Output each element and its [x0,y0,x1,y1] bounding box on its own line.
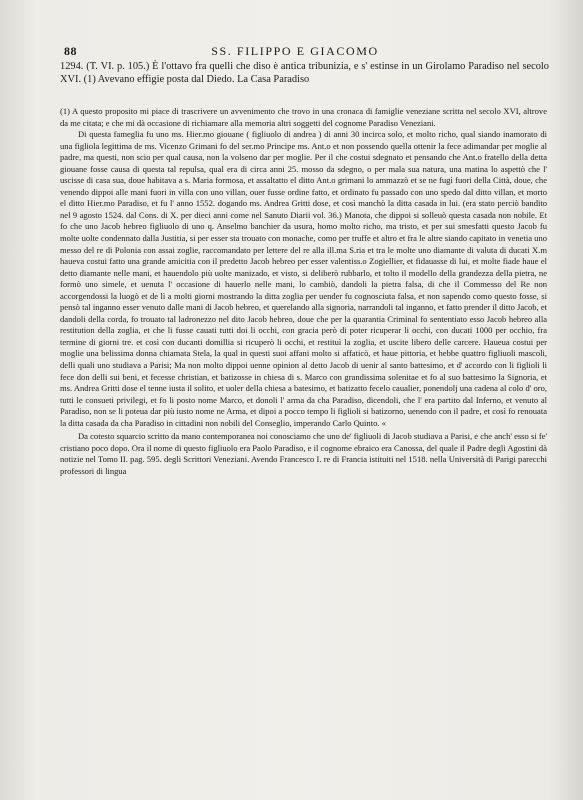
main-text [60,60,549,86]
page-number: 88 [64,44,77,58]
running-title: SS. FILIPPO E GIACOMO [211,44,379,58]
footnote-commentary: Da cotesto squarcio scritto da mano contemporanea noi conosciamo che uno de' figliuoli di Jacob studiava a Parisi, e che anch' esso si fe' cristiano poco dopo. Ora il nome di questo figliuolo era Paolo Paradiso, e il cognome ebraico era Canossa, del quale il Padre degli Agostini dà notizie nel Tomo II. pag. 595. degli Scrittori Veneziani. Avendo Francesco I. re di Francia istituiti nel 1518. nella Università di Parigi parecchi professori di lingua [60,431,547,476]
main-text-paragraph: 1294. (T. VI. p. 105.) È l'ottavo fra quelli che diso è antica tribunizia, e s' estinse in un Girolamo Paradiso nel secolo XVI. (1) Avevano effigie posta dal Diedo. La Casa Paradiso [60,61,549,85]
page-header [64,44,513,59]
footnote-introduction: (1) A questo proposito mi piace di trascrivere un avvenimento che trovo in una cronaca di famiglie veneziane scritta nel secolo XVI, altrove da me citata; e che mi dà occasione di richiamare alla memoria altri soggetti del cognome Paradiso Veneziani. [60,106,547,128]
footnote-chronicle-quotation: Di questa fameglia fu uno ms. Hier.mo giouane ( figliuolo di andrea ) di anni 30 incirca solo, et molto richo, qual siando inamorato di una figliola legittima de ms. Vicenzo Grimani fo del ser.mo Principe ms. Ant.o et non possendo quella ottenir la fece adimandar per moglie al padre, ma questi, non scio per qual causa, non la volseno dar per moglie. Per il che costui sdegnato et pensando che Ant.o fratello della detta giouane fosse causa di questa tal repulsa, qual era di circa anni 25. mosso da sdegno, o per mala sua natura, una matina lo aspettò che l' uscisse di casa sua, doue habitava a s. Maria formosa, et assaltatto el ditto Ant.o grimani lo ammazzò et se ne fugì fuori della Città, doue, che venendo dippoi alle mani fuori in villa con uno villan, ouer fusse ordine fatto, et ordinato fu passado con uno spedo dal ditto villan, et morto el ditto Hier.mo Paradiso, et fu l' anno 1552. dogando ms. Andrea Gritti dose, et così manchò la ditta casada in lui. (era stato perciò bandito nel 9 agosto 1524. dal Cons. di X. per dieci anni come nel Sanuto Diarii vol. 36.) Manota, che dippoi si solleuò questa casada non nobile. Et fo che uno Jacob hebreo figliuolo di uno q. Anselmo banchier da usura, homo molto richo, ma tristo, et per sui smesfatti questo Jacob fu molte uolte condennato dalla Justitia, si per esser sta trouato con monache, como per truffe et altro et fra le altre siando capitato in venetia uno messo del re di Polonia con assai zoglie, raccomandato per lettere del re alla ill.ma S.ria et tra le molte uno diamante di valuta di ducati X.m haueva costui fatto una grande amicitia con il predetto Jacob hebreo per esser valentiss.o Zogiellier, et fidauasse di lui, et molte fiade haue el detto diamante nelle mani, et hauendolo più uolte manizado, et visto, si deliberò rubbarlo, et tolto il modello della grandezza della pietra, ne formò uno simele, et uenuta l' occasione di hauerlo nelle mani, lo cambiò, dandoli la pietra falsa, di che il Commesso del Re non accorgendossi la luogò et de lì a molti giorni mostrando la ditta zoglia per uender fu cognosciuta falsa, et non sapendo como questo fosse, si pensò tal inganno esser venuto dalle mani di Jacob hebreo, et querelando alla signoria, narrandoli tal inganno, et fatto prender il ditto Jacob, et dandoli della corda, fo trouato tal ladronezzo nel dito Jacob hebreo, doue che per la quarantia Criminal fo sententiato esso Jacob hebreo alla restitution della zoglia, et che li fusse cauati tutti doi li occhi, con gracia però di poter ricuperar li occhi, con ducati 1000 per occhio, fra termine di giorni tre. et così con ducanti domillia si ricuperò li occhi, et restituì la zoglia, et uscite libero delle carcere. Haueua costui per moglie una belissima donna chiamata Stela, la qual in questi suoi affani molto si affaticò, et haue pittoria, et hebbe quattro figliuoli mascoli, delli quali uno studiava a Parisi; Ma non molto dippoi uenne opinion al detto Jacob di uenir al santo battesimo, et d' accordo con li figlioli li fece don delli sui beni, et fecesse christian, et batizosse in chiesa di s. Marco con grandissima solenitae et fo al suo battesimo la Signoria, et ms. Andrea Gritti dose el tenne iusta il solito, et uoler della chiesa a batesimo, et batizatto fecelo caualier, ponendolj una cadena al colo d' oro, tutti le consueti privilegi, et fo li posto nome Marco, et donoli l' arma da cha Paradiso, dicendoli, che l' era partito dal Inferno, et venuto al Paradiso, non se li poteua dar più iusto nome ne Arma, et dipoi a pocco tempo li figlioli si batizorno, uenendo con il padre, et così fo renouata la ditta casada da cha Paradiso in cittadini non nobili del Conseglio, imperando Carlo Quinto. « [60,129,547,428]
footnote-block [60,106,547,478]
